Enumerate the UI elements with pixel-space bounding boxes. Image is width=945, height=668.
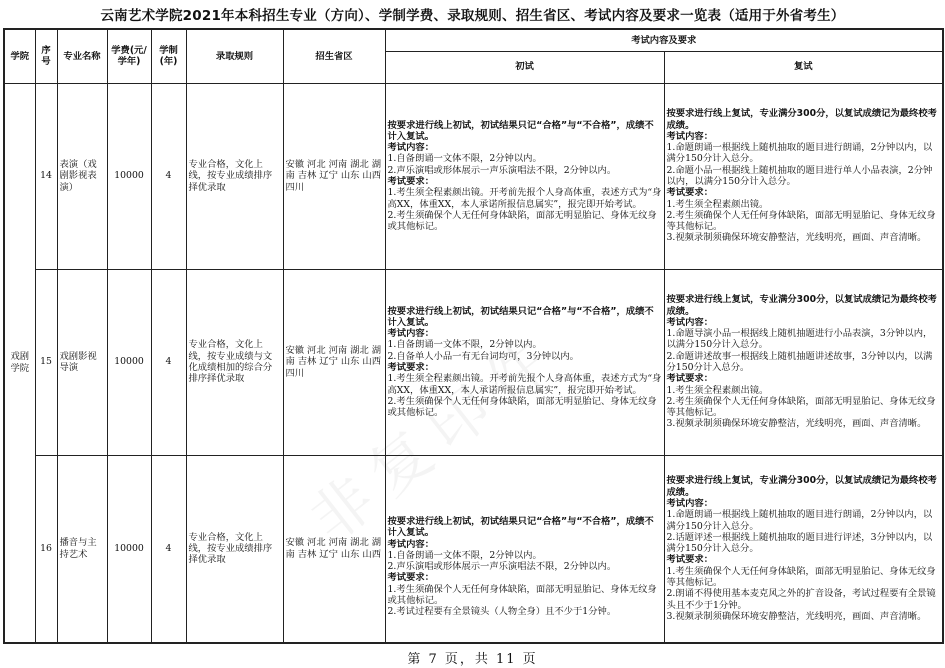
retest-req-line: 1.考生须全程素颜出镜。 xyxy=(666,198,769,210)
header-rules: 录取规则 xyxy=(186,29,283,83)
row-rules: 专业合格，文化上线，按专业成绩排序择优录取 xyxy=(186,83,283,269)
prelim-req-title: 考试要求： xyxy=(387,176,434,187)
retest-content-line: 1.命题导演小品一根据线上随机抽题进行小品表演，3分钟以内，以满分150分计入总分。 xyxy=(666,328,933,351)
row-fee: 10000 xyxy=(107,455,151,643)
row-fee: 10000 xyxy=(107,269,151,455)
header-years: 学制(年) xyxy=(151,29,186,83)
page-footer: 第 7 页，共 11 页 xyxy=(407,652,538,667)
retest-req-line: 3.视频录制须确保环境安静整洁，光线明亮，画面、声音清晰。 xyxy=(666,418,927,430)
prelim-content-line: 2.自备单人小品一有无台词均可，3分钟以内。 xyxy=(387,350,579,362)
header-college: 学院 xyxy=(4,29,35,83)
header-major: 专业名称 xyxy=(57,29,107,83)
row-years: 4 xyxy=(151,83,186,269)
prelim-head: 按要求进行线上初试，初试结果只记“合格”与“不合格”，成绩不计入复试。 xyxy=(387,305,654,328)
retest-req-line: 1.考生须确保个人无任何身体缺陷，面部无明显胎记、身体无纹身等其他标记。 xyxy=(666,565,936,588)
prelim-req-line: 2.考生须确保个人无任何身体缺陷，面部无明显胎记、身体无纹身或其他标记。 xyxy=(387,395,657,419)
retest-content-line: 1.命题朗诵一根据线上随机抽取的题目进行朗诵，2分钟以内，以满分150分计入总分。 xyxy=(666,509,933,532)
retest-content-title: 考试内容： xyxy=(666,497,713,509)
prelim-content-title: 考试内容： xyxy=(387,142,434,154)
prelim-cell xyxy=(385,269,664,455)
row-major: 戏剧影视导演 xyxy=(57,269,107,455)
prelim-head: 按要求进行线上初试，初试结果只记“合格”与“不合格”，成绩不计入复试。 xyxy=(387,515,654,539)
retest-req-title: 考试要求： xyxy=(666,373,713,385)
prelim-content-title: 考试内容： xyxy=(387,538,434,550)
retest-req-line: 2.朗诵不得使用基本麦克风之外的扩音设备，考试过程要有全景镜头且不少于1分钟。 xyxy=(666,588,936,611)
prelim-content-line: 2.声乐演唱或形体展示一声乐演唱法不限，2分钟以内。 xyxy=(387,561,617,573)
prelim-req-title: 考试要求： xyxy=(387,572,434,584)
prelim-req-line: 2.考试过程要有全景镜头（人物全身）且不少于1分钟。 xyxy=(387,606,617,618)
header-retest: 复试 xyxy=(664,51,943,83)
prelim-cell xyxy=(385,83,664,269)
header-exam: 考试内容及要求 xyxy=(385,29,943,51)
prelim-head: 按要求进行线上初试，初试结果只记“合格”与“不合格”，成绩不计入复试。 xyxy=(387,119,654,142)
retest-content-line: 2.话题评述一根据线上随机抽取的题目进行评述，3分钟以内，以满分150分计入总分。 xyxy=(666,531,933,555)
retest-cell xyxy=(664,455,943,643)
header-no: 序号 xyxy=(35,29,57,83)
row-provinces: 安徽 河北 河南 湖北 湖南 吉林 辽宁 山东 山西 xyxy=(283,455,385,643)
retest-content-title: 考试内容： xyxy=(666,130,713,142)
prelim-content-line: 2.声乐演唱或形体展示一声乐演唱法不限，2分钟以内。 xyxy=(387,164,617,176)
prelim-req-line: 1.考生须全程素颜出镜。开考前先报个人身高体重，表述方式为“身高XX，体重XX，本人承诺所报信息属实”，报完即开始考试。 xyxy=(387,187,662,210)
table-row xyxy=(4,269,943,455)
retest-req-title: 考试要求： xyxy=(666,554,713,566)
retest-req-line: 2.考生须确保个人无任何身体缺陷，面部无明显胎记、身体无纹身等其他标记。 xyxy=(666,209,936,233)
retest-content-line: 2.命题小品一根据线上随机抽取的题目进行单人小品表演，2分钟以内，以满分150分计入总分。 xyxy=(666,164,933,187)
retest-content-title: 考试内容： xyxy=(666,316,713,328)
retest-head: 按要求进行线上复试，专业满分300分，以复试成绩记为最终校考成绩。 xyxy=(666,108,937,131)
row-rules: 专业合格，文化上线，按专业成绩与文化成绩相加的综合分排序择优录取 xyxy=(186,269,283,455)
prelim-req-line: 1.考生须确保个人无任何身体缺陷，面部无明显胎记、身体无纹身或其他标记。 xyxy=(387,583,657,606)
row-no: 14 xyxy=(35,83,57,269)
prelim-content-line: 1.自备朗诵一文体不限，2分钟以内。 xyxy=(387,339,542,351)
admissions-table xyxy=(3,28,944,644)
row-rules: 专业合格，文化上线，按专业成绩排序择优录取 xyxy=(186,455,283,643)
row-provinces: 安徽 河北 河南 湖北 湖南 吉林 辽宁 山东 山西 四川 xyxy=(283,269,385,455)
header-prelim: 初试 xyxy=(385,51,664,83)
retest-head: 按要求进行线上复试，专业满分300分，以复试成绩记为最终校考成绩。 xyxy=(666,475,937,498)
prelim-content-line: 1.自备朗诵一文体不限，2分钟以内。 xyxy=(387,549,542,561)
row-fee: 10000 xyxy=(107,83,151,269)
prelim-content-title: 考试内容： xyxy=(387,328,434,340)
row-years: 4 xyxy=(151,269,186,455)
retest-req-line: 1.考生须全程素颜出镜。 xyxy=(666,384,769,396)
retest-head: 按要求进行线上复试，专业满分300分，以复试成绩记为最终校考成绩。 xyxy=(666,294,937,317)
retest-cell xyxy=(664,269,943,455)
college-cell: 戏剧学院 xyxy=(4,83,35,643)
page-title: 云南艺术学院2021年本科招生专业（方向）、学制学费、录取规则、招生省区、考试内容及要求一览表（适用于外省考生） xyxy=(100,8,845,24)
retest-req-line: 3.视频录制须确保环境安静整洁，光线明亮，画面、声音清晰。 xyxy=(666,232,927,244)
row-no: 16 xyxy=(35,455,57,643)
retest-req-line: 3.视频录制须确保环境安静整洁，光线明亮，画面、声音清晰。 xyxy=(666,610,927,622)
row-major: 表演（戏剧影视表演） xyxy=(57,83,107,269)
retest-content-line: 1.命题朗诵一根据线上随机抽取的题目进行朗诵，2分钟以内，以满分150分计入总分。 xyxy=(666,142,933,165)
header-provinces: 招生省区 xyxy=(283,29,385,83)
table-row xyxy=(4,83,943,269)
prelim-content-line: 1.自备朗诵一文体不限，2分钟以内。 xyxy=(387,153,542,165)
row-provinces: 安徽 河北 河南 湖北 湖南 吉林 辽宁 山东 山西 四川 xyxy=(283,83,385,269)
header-fee: 学费(元/学年) xyxy=(107,29,151,83)
row-years: 4 xyxy=(151,455,186,643)
row-major: 播音与主持艺术 xyxy=(57,455,107,643)
prelim-req-title: 考试要求： xyxy=(387,362,434,373)
prelim-req-line: 2.考生须确保个人无任何身体缺陷，面部无明显胎记、身体无纹身或其他标记。 xyxy=(387,209,657,233)
retest-req-title: 考试要求： xyxy=(666,187,713,199)
prelim-cell xyxy=(385,455,664,643)
retest-cell xyxy=(664,83,943,269)
table-row xyxy=(4,455,943,643)
row-no: 15 xyxy=(35,269,57,455)
retest-req-line: 2.考生须确保个人无任何身体缺陷，面部无明显胎记、身体无纹身等其他标记。 xyxy=(666,395,936,419)
prelim-req-line: 1.考生须全程素颜出镜。开考前先报个人身高体重，表述方式为“身高XX，体重XX，本人承诺所报信息属实”，报完即开始考试。 xyxy=(387,373,662,396)
retest-content-line: 2.命题讲述故事一根据线上随机抽题讲述故事，3分钟以内，以满分150分计入总分。 xyxy=(666,350,933,373)
